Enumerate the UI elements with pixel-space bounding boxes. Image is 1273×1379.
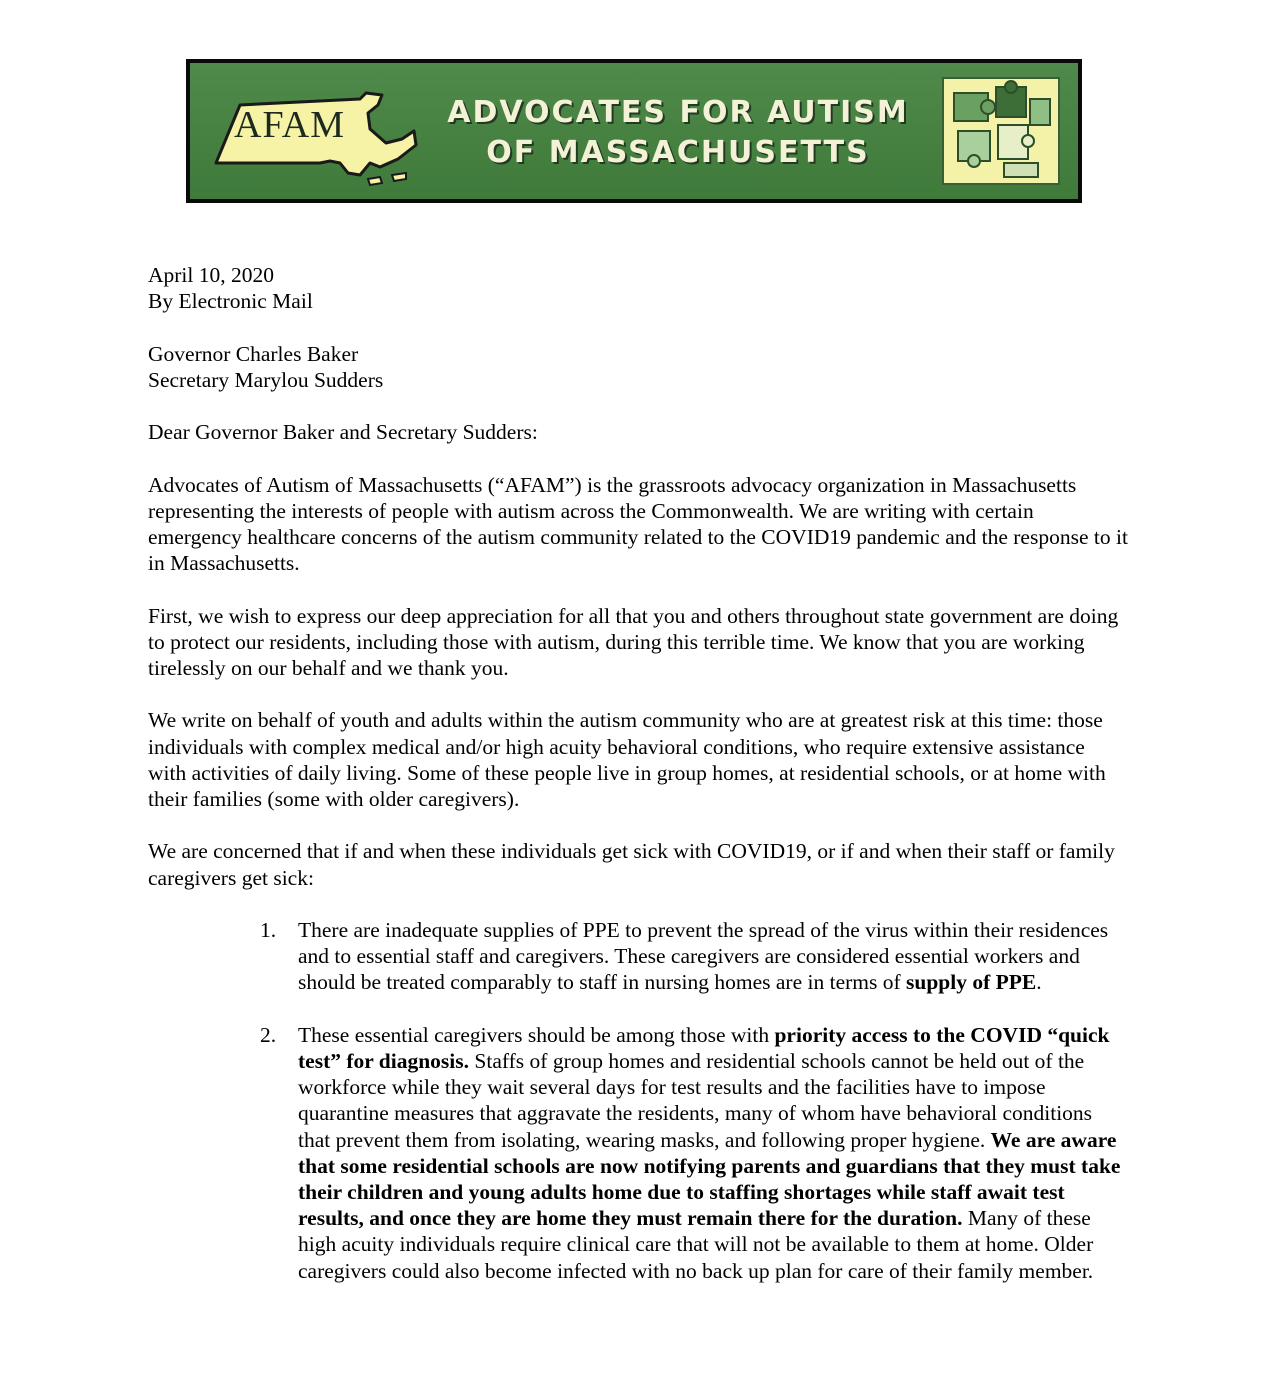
delivery-method: By Electronic Mail [148, 289, 313, 314]
list-text: . [1036, 970, 1042, 995]
title-line-2: OF MASSACHUSETTS [486, 135, 870, 170]
list-item [148, 1022, 1128, 1284]
list-bold-text: priority access to the COVID “quick test” for diagnosis. [298, 1022, 1110, 1073]
organization-title [428, 93, 928, 173]
afam-logo-text: AFAM [234, 104, 345, 146]
list-number: 2. [260, 1022, 277, 1047]
list-item [148, 917, 1128, 996]
concerns-list [148, 917, 1128, 1284]
list-text: These essential caregivers should be among those with [298, 1022, 775, 1047]
recipient: Governor Charles Baker [148, 341, 359, 366]
paragraph-at-risk: We write on behalf of youth and adults within the autism community who are at greatest risk at this time: those individuals with complex medical and/or high acuity behavioral conditions, who require extensive assistance with activities of daily living. Some of these people live in group homes, at residential schools, or at home with their families (some with older caregivers). [148, 708, 1106, 811]
list-text: Many of these high acuity individuals require clinical care that will not be available to them at home. Older caregivers could also become infected with no back up plan for care of their family member. [298, 1206, 1094, 1283]
title-line-1: ADVOCATES FOR AUTISM [447, 95, 909, 130]
recipient: Secretary Marylou Sudders [148, 367, 384, 392]
list-text: There are inadequate supplies of PPE to prevent the spread of the virus within their residences and to essential staff and caregivers. These caregivers are considered essential workers and should be treated comparably to staff in nursing homes are in terms of [298, 917, 1109, 995]
paragraph-appreciation: First, we wish to express our deep appreciation for all that you and others throughout state government are doing to protect our residents, including those with autism, during this terrible time. We know that you are working tirelessly on our behalf and we thank you. [148, 603, 1119, 680]
list-number: 1. [260, 917, 277, 942]
letter-body [148, 262, 1128, 1284]
list-bold-text: supply of PPE [906, 970, 1037, 995]
puzzle-pieces-icon [944, 79, 1058, 183]
paragraph-intro: Advocates of Autism of Massachusetts (“AFAM”) is the grassroots advocacy organization in Massachusetts representing the interests of people with autism across the Commonwealth. We are writing with certain emergency healthcare concerns of the autism community related to the COVID19 pandemic and the response to it in Massachusetts. [148, 472, 1128, 576]
letter-date: April 10, 2020 [148, 263, 275, 287]
salutation: Dear Governor Baker and Secretary Sudders: [148, 420, 538, 445]
puzzle-logo-icon [942, 77, 1060, 185]
list-text: Staffs of group homes and residential schools cannot be held out of the workforce while they wait several days for test results and the facilities have to impose quarantine measures that aggravate the residents, many of whom have behavioral conditions that prevent them from isolating, wearing masks, and following proper hygiene. [298, 1048, 1093, 1152]
banner-background [190, 63, 1078, 199]
paragraph-concerns: We are concerned that if and when these individuals get sick with COVID19, or if and when their staff or family caregivers get sick: [148, 839, 1115, 890]
afam-banner [186, 59, 1082, 203]
list-bold-text: We are aware that some residential schools are now notifying parents and guardians that they must take their children and young adults home due to staffing shortages while staff await test results, and once they are home they must remain there for the duration. [298, 1127, 1121, 1231]
